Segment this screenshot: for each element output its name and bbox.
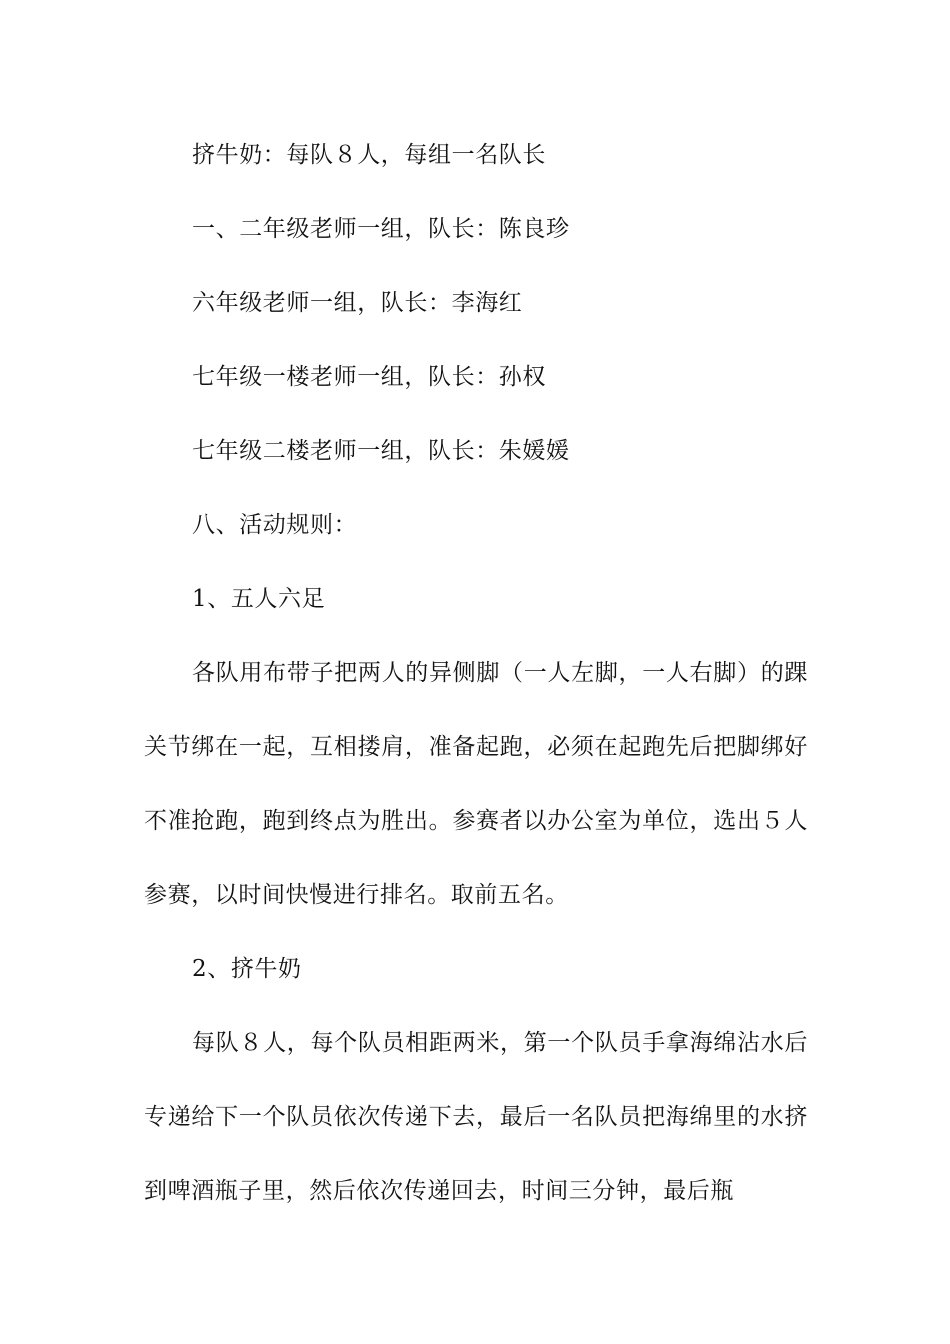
section-heading-activity-rules: 八、活动规则：: [192, 512, 358, 538]
paragraph-grade-seven-floor-one-team: 七年级一楼老师一组，队长：孙权: [192, 364, 546, 390]
paragraph-grade-seven-floor-two-team: 七年级二楼老师一组，队长：朱媛媛: [192, 438, 570, 464]
rule-heading-squeeze-milk: 2、挤牛奶: [192, 956, 302, 982]
rule-text-five-people-six-feet: 各队用布带子把两人的异侧脚（一人左脚，一人右脚）的踝关节绑在一起，互相搂肩，准备起跑，必须在起跑先后把脚绑好不准抢跑，跑到终点为胜出。参赛者以办公室为单位，选出５人参赛，以时间快慢进行排名。取前五名。: [144, 660, 808, 908]
paragraph-grade-one-two-team: 一、二年级老师一组，队长：陈良珍: [192, 216, 570, 242]
paragraph-grade-six-team: 六年级老师一组，队长：李海红: [192, 290, 523, 316]
rule-text-squeeze-milk: 每队８人，每个队员相距两米，第一个队员手拿海绵沾水后专递给下一个队员依次传递下去，最后一名队员把海绵里的水挤到啤酒瓶子里，然后依次传递回去，时间三分钟，最后瓶: [144, 1030, 808, 1204]
document-body: [144, 118, 808, 1228]
rule-heading-five-people-six-feet: 1、五人六足: [192, 586, 326, 612]
paragraph-milk-team-size: 挤牛奶：每队８人，每组一名队长: [192, 142, 546, 168]
